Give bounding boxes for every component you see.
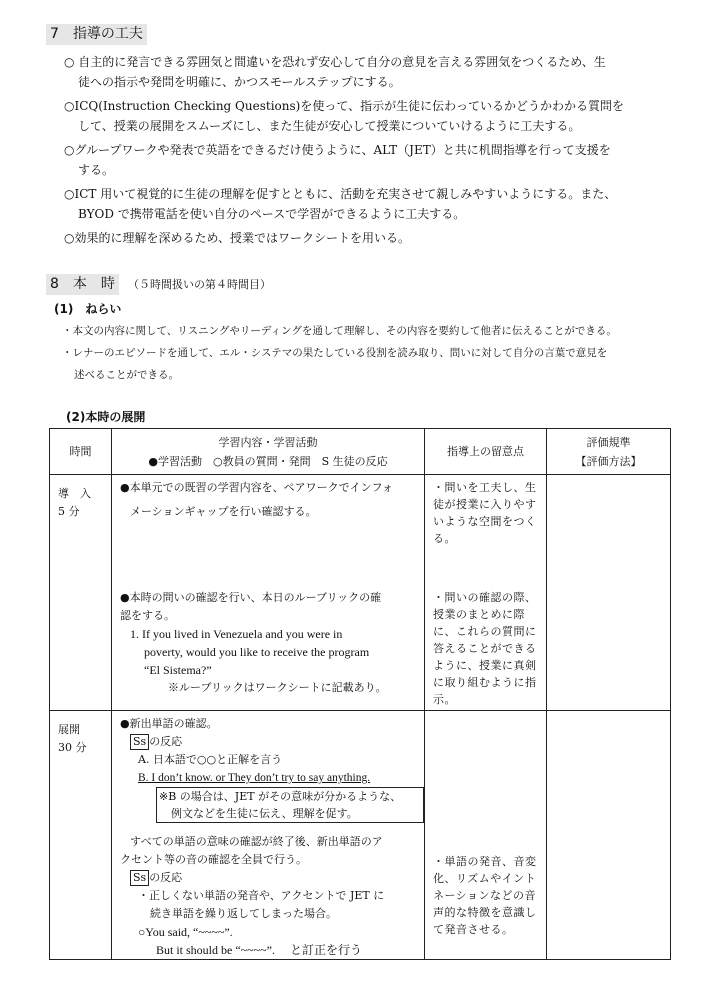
time-label: 展開: [58, 723, 80, 736]
reaction-label: Ss の反応: [120, 869, 418, 887]
table-header-row: [50, 429, 671, 475]
aim-continuation: 述べることができる。: [74, 369, 179, 381]
list-item: [64, 52, 664, 92]
aim-line: ・レナーのエピソードを通して、エル・システマの果たしている役割を読み取り、問いに対して自分の言葉で意見を: [62, 347, 608, 359]
reaction-item: B. I don’t know. or They don’t try to say anything.: [138, 772, 371, 784]
aim-item: [62, 342, 682, 386]
students-box: Ss: [130, 734, 149, 750]
points-text: ・単語の発音、音変化、リズムやイントネーションなどの音声的な特徴を意識して発音させる。: [433, 855, 537, 936]
header-points: 指導上の留意点: [425, 429, 547, 475]
header-content-title: 学習内容・学習活動: [218, 435, 318, 449]
list-item: [64, 184, 664, 224]
rubric-note: ※ルーブリックはワークシートに記載あり。: [168, 681, 387, 694]
section-7-bullets: [64, 52, 664, 252]
time-cell: [50, 475, 112, 711]
time-label: 導 入: [58, 487, 91, 500]
table-row: [50, 711, 671, 960]
activity-line: ●本単元での既習の学習内容を、ペアワークでインフォ: [120, 481, 394, 494]
aim-line: ・本文の内容に関して、リスニングやリーディングを通して理解し、その内容を要約して他者に伝えることができる。: [62, 325, 617, 337]
header-time: 時間: [50, 429, 112, 475]
bullet-continuation: 徒への指示や発問を明確に、かつスモールステップにする。: [78, 75, 401, 89]
header-content-legend: ●学習活動 ○教員の質問・発問 S 生徒の反応: [148, 454, 388, 468]
activity-line: 認をする。: [120, 609, 175, 622]
activity-line: ●新出単語の確認。: [120, 717, 218, 730]
time-duration: 5 分: [58, 505, 80, 518]
aim-item: [62, 320, 682, 342]
activity-cell: [112, 475, 425, 711]
header-content: [112, 429, 425, 475]
lesson-flow-table: [49, 428, 671, 960]
question-line: 1. If you lived in Venezuela and you were in: [130, 627, 343, 641]
header-eval-method: 【評価方法】: [575, 454, 642, 468]
bullet-line: ○効果的に理解を深めるため、授業ではワークシートを用いる。: [64, 231, 410, 245]
bullet-line: ○グループワークや発表で英語をできるだけ使うように、ALT（JET）と共に机間指導を行って支援を: [64, 143, 611, 157]
section-7-heading: 7 指導の工夫: [46, 24, 147, 45]
correction-line: But it should be “~~~~”. と訂正を行う: [156, 943, 362, 957]
jet-note-line: ※B の場合は、JET がその意味が分かるような、: [159, 790, 402, 803]
reaction-item: ・正しくない単語の発音や、アクセントで JET に: [138, 889, 385, 902]
activity-line: ●本時の問いの確認を行い、本日のルーブリックの確: [120, 591, 382, 604]
reaction-item: 続き単語を繰り返してしまった場合。: [150, 907, 337, 920]
eval-cell: [547, 475, 671, 711]
points-cell: [425, 475, 547, 711]
points-text: ・問いを工夫し、生徒が授業に入りやすいような空間をつくる。: [433, 481, 537, 545]
header-eval: [547, 429, 671, 475]
section-8-heading: 8 本 時: [46, 274, 119, 295]
bullet-continuation: BYOD で携帯電話を使い自分のペースで学習ができるように工夫する。: [78, 207, 466, 221]
bullet-continuation: して、授業の展開をスムーズにし、また生徒が安心して授業についていけるように工夫する。: [78, 119, 581, 133]
reaction-label: Ss の反応: [120, 733, 418, 751]
time-duration: 30 分: [58, 741, 87, 754]
activity-line: すべての単語の意味の確認が終了後、新出単語のア: [130, 835, 383, 848]
correction-line: ○You said, “~~~~”.: [138, 925, 233, 939]
question-line: poverty, would you like to receive the program: [144, 645, 370, 659]
flow-title: (2)本時の展開: [66, 410, 146, 424]
table-row: [50, 475, 671, 711]
bullet-line: ○ICT 用いて視覚的に生徒の理解を促すとともに、活動を充実させて親しみやすいようにする。また、: [64, 187, 617, 201]
header-eval-title: 評価規準: [586, 435, 631, 449]
question-line: “El Sistema?”: [144, 663, 212, 677]
bullet-continuation: する。: [78, 163, 115, 177]
jet-note-line: 例文などを生徒に伝え、理解を促す。: [171, 807, 358, 820]
reaction-item: A. 日本語で○○と正解を言う: [138, 753, 283, 766]
list-item: [64, 228, 664, 248]
activity-line: クセント等の音の確認を全員で行う。: [120, 853, 307, 866]
eval-cell: [547, 711, 671, 960]
activity-line: メーションギャップを行い確認する。: [130, 505, 317, 518]
points-cell: [425, 711, 547, 960]
bullet-line: ○ICQ(Instruction Checking Questions)を使って、指示が生徒に伝わっているかどうかわかる質問を: [64, 99, 624, 113]
list-item: [64, 96, 664, 136]
list-item: [64, 140, 664, 180]
time-cell: [50, 711, 112, 960]
jet-note-box: [156, 787, 424, 823]
aim-title: (1) ねらい: [54, 302, 122, 316]
section-8-note: （５時間扱いの第４時間目）: [128, 278, 271, 291]
students-box: Ss: [130, 870, 149, 886]
bullet-line: ○ 自主的に発言できる雰囲気と間違いを恐れず安心して自分の意見を言える雰囲気をつくるため、生: [64, 55, 606, 69]
points-text: ・問いの確認の際、授業のまとめに際に、これらの質問に答えることができるように、授業に真剣に取り組むように指示。: [433, 591, 537, 706]
activity-cell: [112, 711, 425, 960]
